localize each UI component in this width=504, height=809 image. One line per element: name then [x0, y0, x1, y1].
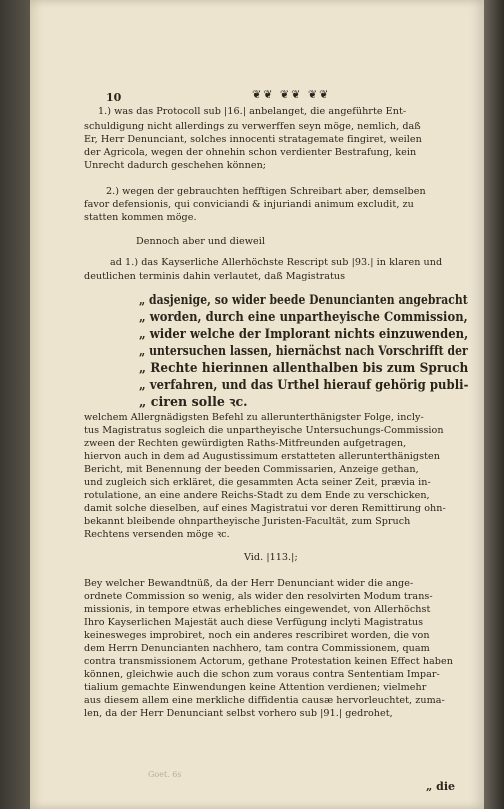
quoted-rescript-line: „ worden, durch eine unpartheyische Commission, [139, 309, 468, 324]
text-line: missionis, in tempore etwas erhebliches eingewendet, von Allerhöchst [84, 604, 431, 615]
text-line: zween der Rechten gewürdigten Raths-Mitfreunden aufgetragen, [84, 438, 407, 449]
text-line: schuldigung nicht allerdings zu verwerffen seyn möge, nemlich, daß [84, 121, 421, 132]
text-line: rotulatione, an eine andere Reichs-Stadt zu dem Ende zu verschicken, [84, 490, 430, 501]
text-line: aus diesem allem eine merkliche diffidentia causæ hervorleuchtet, zuma- [84, 695, 445, 706]
text-line: bekannt bleibende ohnpartheyische Juristen-Facultät, zum Spruch [84, 516, 411, 527]
catchword: „ die [426, 780, 456, 793]
text-line: len, da der Herr Denunciant selbst vorhero sub |91.| gedrohet, [84, 708, 393, 719]
quoted-rescript-line: „ ciren solle ꝛc. [139, 394, 248, 409]
quoted-rescript-line: „ wider welche der Implorant nichts einzuwenden, [139, 326, 469, 341]
text-line: deutlichen terminis dahin verlautet, daß Magistratus [84, 271, 346, 282]
quoted-rescript-line: „ verfahren, und das Urthel hierauf gehörig publi- [139, 377, 469, 392]
text-line: hiervon auch in dem ad Augustissimum erstatteten allerunterthänigsten [84, 451, 440, 462]
text-line: Dennoch aber und dieweil [136, 236, 265, 247]
text-line: 1.) was das Protocoll sub |16.| anbelanget, die angeführte Ent- [98, 106, 407, 117]
text-line: contra transmissionem Actorum, gethane Protestation keinen Effect haben [84, 656, 453, 667]
text-line: Er, Herr Denunciant, solches innocenti stratagemate fingiret, weilen [84, 134, 422, 145]
scan-background-right [484, 0, 504, 809]
scan-background-left [0, 0, 30, 809]
text-line: und zugleich sich erkläret, die gesammten Acta seiner Zeit, prævia in- [84, 477, 431, 488]
text-line: tialium gemachte Einwendungen keine Attention verdienen; vielmehr [84, 682, 427, 693]
quoted-rescript-line: „ dasjenige, so wider beede Denuncianten angebracht [139, 292, 468, 307]
document-page [30, 0, 484, 809]
text-line: Ihro Kayserlichen Majestät auch diese Verfügung inclyti Magistratus [84, 617, 424, 628]
quoted-rescript-line: „ Rechte hierinnen allenthalben bis zum Spruch [139, 360, 469, 375]
text-line: keinesweges improbiret, noch ein anderes rescribiret worden, die von [84, 630, 430, 641]
text-line: Unrecht dadurch geschehen können; [84, 160, 267, 171]
text-line: tus Magistratus sogleich die unpartheyische Untersuchungs-Commission [84, 425, 444, 436]
text-line: Vid. |113.|; [244, 552, 298, 563]
text-line: können, gleichwie auch die schon zum voraus contra Sententiam Impar- [84, 669, 440, 680]
text-line: ordnete Commission so wenig, als wider den resolvirten Modum trans- [84, 591, 433, 602]
quoted-rescript-line: „ untersuchen lassen, hiernächst nach Vorschrifft der [139, 343, 468, 358]
text-line: favor defensionis, qui conviciandi & injuriandi animum excludit, zu [84, 199, 414, 210]
header-ornament: ❦❦ ❦❦ ❦❦ [252, 88, 331, 101]
text-line: 2.) wegen der gebrauchten hefftigen Schreibart aber, demselben [106, 186, 426, 197]
text-line: ad 1.) das Kayserliche Allerhöchste Rescript sub |93.| in klaren und [110, 257, 443, 268]
text-line: Bericht, mit Benennung der beeden Commissarien, Anzeige gethan, [84, 464, 419, 475]
text-line: der Agricola, wegen der ohnehin schon verdienter Bestrafung, kein [84, 147, 417, 158]
library-stamp: Goet. 6s [148, 770, 182, 779]
text-line: Rechtens versenden möge ꝛc. [84, 529, 230, 540]
text-line: welchem Allergnädigsten Befehl zu allerunterthänigster Folge, incly- [84, 412, 424, 423]
text-line: damit solche dieselben, auf eines Magistratui vor deren Remittirung ohn- [84, 503, 446, 514]
text-line: statten kommen möge. [84, 212, 197, 223]
text-line: Bey welcher Bewandtnüß, da der Herr Denunciant wider die ange- [84, 578, 414, 589]
text-line: dem Herrn Denuncianten nachhero, tam contra Commissionem, quam [84, 643, 430, 654]
page-number: 10 [106, 91, 122, 104]
